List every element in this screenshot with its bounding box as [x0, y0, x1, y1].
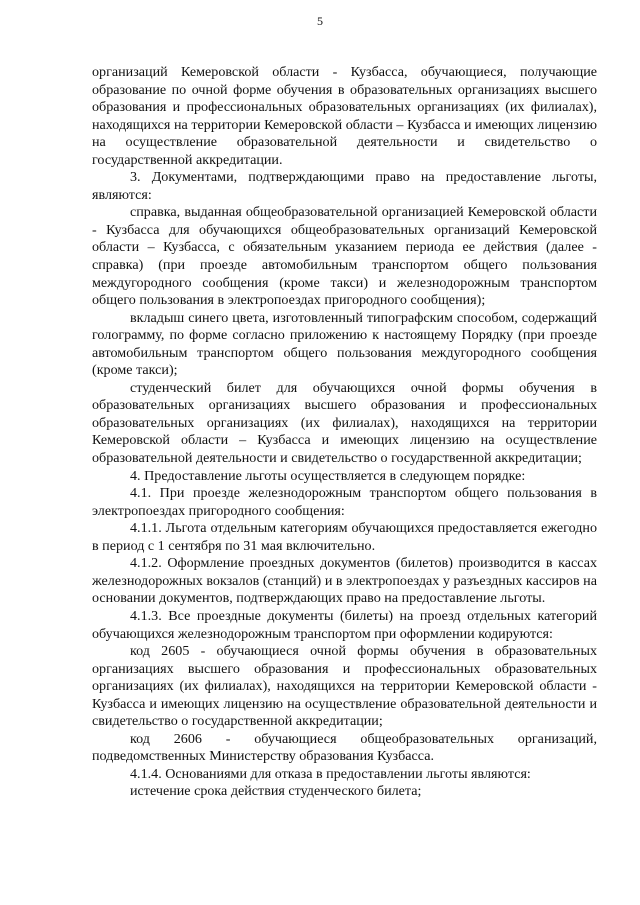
paragraph-refusal-reason: истечение срока действия студенческого билета;	[130, 783, 422, 800]
paragraph-item-4-1-4: 4.1.4. Основаниями для отказа в предоставлении льготы являются:	[130, 765, 531, 782]
paragraph-code-2606: код 2606 - обучающиеся общеобразовательных организаций, подведомственных Министерству образования Кузбасса.	[92, 730, 597, 765]
paragraph-item-3: 3. Документами, подтверждающими право на предоставление льготы, являются:	[92, 169, 597, 203]
paragraph-student-card: студенческий билет для обучающихся очной формы обучения в образовательных организациях высшего образования и профессиональных образовательных организациях (их филиалах), находящихся на территории Кемеровской области – Кузбасса и имеющих лицензию на осуществление образовательной деятельности и свидетельство о государственной аккредитации;	[92, 379, 597, 467]
paragraph-item-4-1-2: 4.1.2. Оформление проездных документов (билетов) производится в кассах железнодорожных вокзалов (станций) и в электропоездах у разъездных кассиров на основании документов, подтверждающих право на предоставление льготы.	[92, 555, 597, 607]
paragraph-certificate: справка, выданная общеобразовательной организацией Кемеровской области - Кузбасса для обучающихся общеобразовательных организаций Кемеровской области – Кузбасса, с обязательным указанием периода ее действия (далее - справка) (при проезде автомобильным транспортом общего пользования междугородного сообщения (кроме такси) и железнодорожным транспортом общего пользования в электропоездах пригородного сообщения);	[92, 204, 597, 309]
page-number: 5	[317, 14, 323, 28]
paragraph-item-4-1-1: 4.1.1. Льгота отдельным категориям обучающихся предоставляется ежегодно в период с 1 сентября по 31 мая включительно.	[92, 520, 597, 554]
paragraph-continuation: организаций Кемеровской области - Кузбасса, обучающиеся, получающие образование по очной форме обучения в образовательных организациях высшего образования и профессиональных образовательных организациях (их филиалах), находящихся на территории Кемеровской области – Кузбасса и имеющих лицензию на осуществление образовательной деятельности и свидетельство о государственной аккредитации.	[92, 64, 597, 168]
paragraph-insert: вкладыш синего цвета, изготовленный типографским способом, содержащий голограмму, по форме согласно приложению к настоящему Порядку (при проезде автомобильным транспортом общего пользования междугородного сообщения (кроме такси);	[92, 309, 597, 379]
paragraph-item-4-1: 4.1. При проезде железнодорожным транспортом общего пользования в электропоездах пригородного сообщения:	[92, 485, 597, 519]
paragraph-item-4-1-3: 4.1.3. Все проездные документы (билеты) на проезд отдельных категорий обучающихся железнодорожным транспортом при оформлении кодируются:	[92, 607, 597, 642]
paragraph-code-2605: код 2605 - обучающиеся очной формы обучения в образовательных организациях высшего образования и профессиональных образовательных организациях (их филиалах), находящихся на территории Кемеровской области - Кузбасса и имеющих лицензию на осуществление образовательной деятельности и свидетельство о государственной аккредитации;	[92, 643, 597, 730]
document-body	[92, 64, 597, 801]
paragraph-item-4: 4. Предоставление льготы осуществляется в следующем порядке:	[130, 467, 526, 484]
